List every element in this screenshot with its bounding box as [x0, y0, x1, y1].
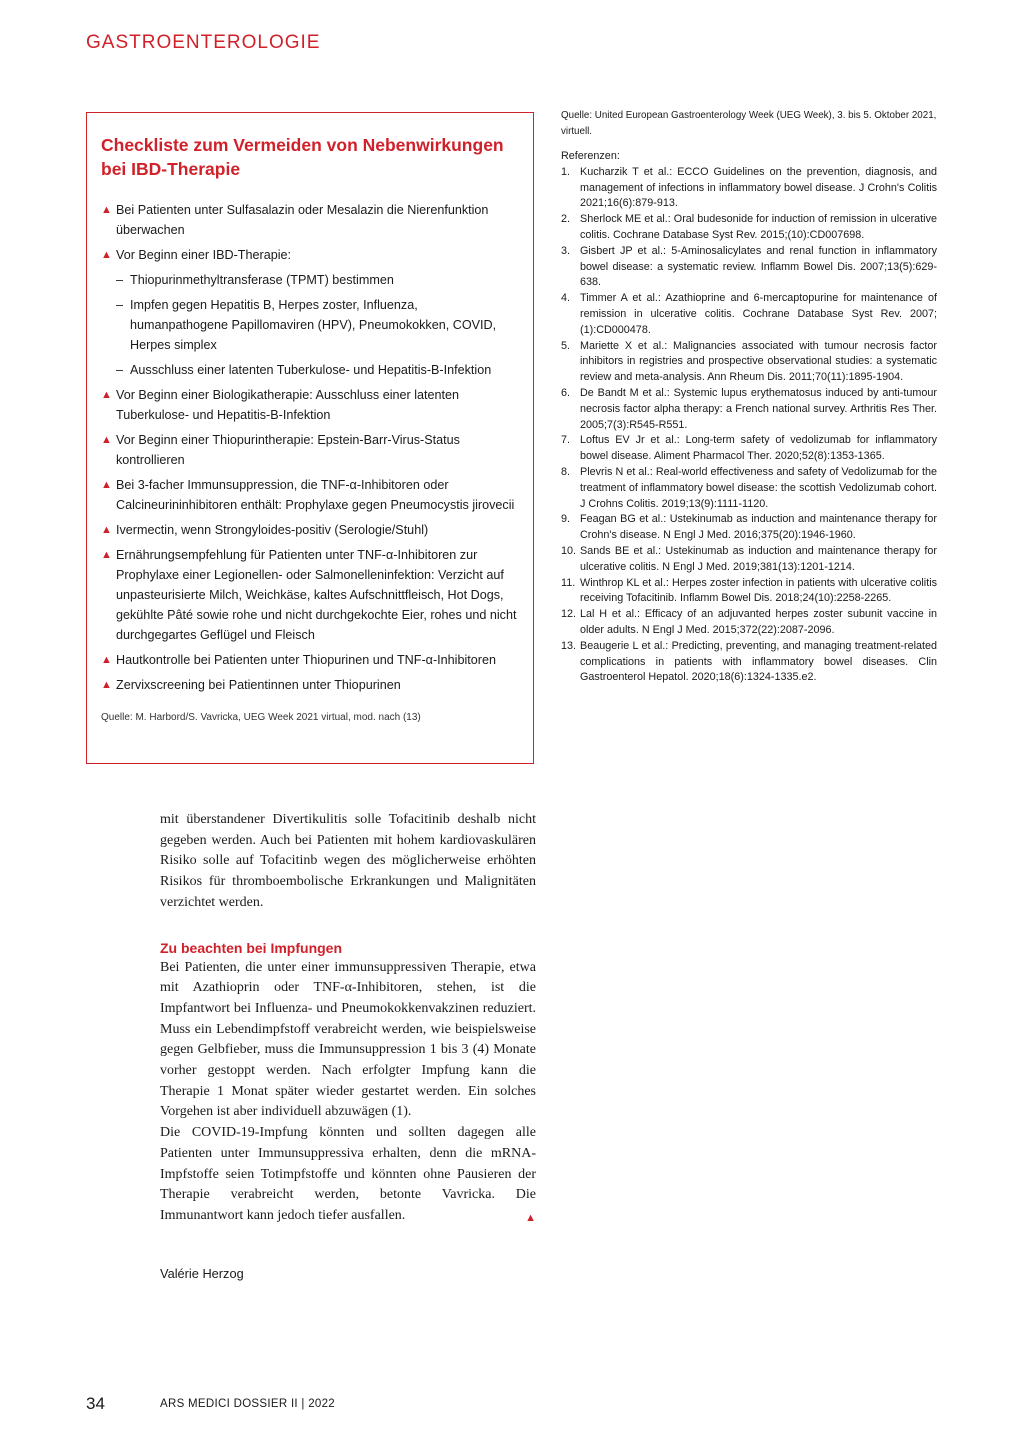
reference-item [561, 544, 937, 576]
reference-item [561, 244, 937, 291]
checklist-item [101, 430, 519, 470]
reference-number: 12. [561, 608, 577, 621]
section-header: GASTROENTEROLOGIE [86, 32, 321, 53]
reference-item [561, 291, 937, 338]
references-column [561, 108, 937, 686]
reference-item [561, 639, 937, 686]
reference-text: Mariette X et al.: Malignancies associated with tumour necrosis factor inhibitors in registries and prospective observational studies: a systematic review and meta-analysis. Ann Rheum Dis. 2011;70(11):1895-1904. [580, 339, 937, 384]
conference-source: Quelle: United European Gastroenterology Week (UEG Week), 3. bis 5. Oktober 2021, virtuell. [561, 110, 937, 137]
reference-text: Beaugerie L et al.: Predicting, preventing, and managing treatment-related complications in patients with inflammatory bowel diseases. Clin Gastroenterol Hepatol. 2020;18(6):1324-1335.e2. [580, 639, 937, 684]
reference-number: 4. [561, 292, 571, 305]
dash-bullet: – [116, 363, 124, 377]
reference-text: Lal H et al.: Efficacy of an adjuvanted herpes zoster subunit vaccine in older adults. N Engl J Med. 2015;372(22):2087-2096. [580, 608, 937, 636]
reference-number: 6. [561, 386, 571, 399]
triangle-bullet-icon: ▲ [101, 434, 112, 446]
triangle-bullet-icon: ▲ [101, 479, 112, 491]
reference-number: 11. [561, 576, 576, 589]
reference-text: Sands BE et al.: Ustekinumab as induction and maintenance therapy for ulcerative colitis. N Engl J Med. 2019;381(13):1201-1214. [580, 544, 937, 573]
checklist-item-text: Vor Beginn einer IBD-Therapie: [116, 248, 292, 262]
reference-item [561, 212, 937, 244]
reference-number: 7. [561, 434, 571, 447]
reference-item [561, 386, 937, 433]
triangle-bullet-icon: ▲ [101, 679, 112, 691]
reference-text: Loftus EV Jr et al.: Long-term safety of vedolizumab for inflammatory bowel disease. Aliment Pharmacol Ther. 2020;52(8):1353-1365. [580, 434, 937, 463]
article-body [160, 810, 536, 1229]
reference-text: Timmer A et al.: Azathioprine and 6-mercaptopurine for maintenance of remission in ulcerative colitis. Cochrane Database Syst Rev. 2007;(1):CD000478. [580, 292, 937, 336]
checklist-list [101, 200, 519, 695]
reference-text: Kucharzik T et al.: ECCO Guidelines on the prevention, diagnosis, and management of infections in inflammatory bowel disease. J Crohn's Colitis 2021;16(6):879-913. [580, 165, 937, 210]
checklist-item [101, 245, 519, 265]
reference-number: 3. [561, 244, 571, 257]
reference-number: 13. [561, 639, 577, 652]
checklist-source: Quelle: M. Harbord/S. Vavricka, UEG Week 2021 virtual, mod. nach (13) [101, 712, 421, 723]
reference-item [561, 465, 937, 512]
triangle-bullet-icon: ▲ [101, 654, 112, 666]
checklist-item-text: Zervixscreening bei Patientinnen unter Thiopurinen [116, 678, 401, 692]
reference-number: 8. [561, 465, 571, 478]
triangle-bullet-icon: ▲ [101, 389, 112, 401]
triangle-bullet-icon: ▲ [101, 549, 112, 561]
end-triangle-icon: ▲ [525, 1211, 536, 1224]
checklist-item-text: Impfen gegen Hepatitis B, Herpes zoster, Influenza, humanpathogene Papillomaviren (HPV), Pneumokokken, COVID, Herpes simplex [130, 298, 497, 352]
checklist-item [101, 545, 519, 645]
body-paragraph-last [160, 1123, 536, 1227]
references-list [561, 165, 937, 686]
reference-number: 10. [561, 544, 577, 557]
reference-item [561, 607, 937, 639]
triangle-bullet-icon: ▲ [101, 204, 112, 216]
checklist-item [101, 475, 519, 515]
checklist-item-text: Bei Patienten unter Sulfasalazin oder Mesalazin die Nierenfunktion überwachen [116, 203, 489, 237]
dash-bullet: – [116, 273, 124, 287]
triangle-bullet-icon: ▲ [101, 524, 112, 536]
section-heading-impfungen: Zu beachten bei Impfungen [160, 939, 343, 956]
checklist-item [101, 200, 519, 240]
reference-text: Winthrop KL et al.: Herpes zoster infection in patients with ulcerative colitis receiving Tofacitinib. Inflamm Bowel Dis. 2018;24(10):2258-2265. [580, 576, 937, 605]
dash-bullet: – [116, 298, 124, 312]
checklist-subitem [101, 270, 519, 290]
reference-item [561, 339, 937, 386]
reference-item [561, 512, 937, 544]
checklist-item-text: Ausschluss einer latenten Tuberkulose- und Hepatitis-B-Infektion [130, 363, 492, 377]
checklist-item [101, 675, 519, 695]
reference-number: 1. [561, 165, 571, 178]
checklist-item-text: Hautkontrolle bei Patienten unter Thiopurinen und TNF-α-Inhibitoren [116, 653, 496, 667]
checklist-item-text: Vor Beginn einer Thiopurintherapie: Epstein-Barr-Virus-Status kontrollieren [116, 433, 460, 467]
reference-number: 9. [561, 513, 571, 526]
checklist-item [101, 520, 519, 540]
reference-item [561, 433, 937, 465]
references-heading: Referenzen: [561, 150, 620, 162]
triangle-bullet-icon: ▲ [101, 249, 112, 261]
checklist-item-text: Ernährungsempfehlung für Patienten unter TNF-α-Inhibitoren zur Prophylaxe einer Legionellen- oder Salmonelleninfektion: Verzicht auf unpasteurisierte Milch, Weichkäse, kaltes Aufschnittfleisch, Hot Dogs, gekühlte Pâté sowie rohe und nicht durchgekochte Eier, rohes und nicht durchgegartes Geflügel und Fleisch [116, 548, 517, 642]
checklist-item [101, 650, 519, 670]
checklist-box [86, 112, 534, 764]
body-paragraph: mit überstandener Divertikulitis solle Tofacitinib deshalb nicht gegeben werden. Auch bei Patienten mit hohem kardiovaskulären Risiko solle auf Tofacitinb wegen des möglicherweise erhöhten Risikos für thromboembolische Erkrankungen und Malignitäten verzichtet werden. [160, 812, 536, 910]
reference-text: Sherlock ME et al.: Oral budesonide for induction of remission in ulcerative colitis. Cochrane Database Syst Rev. 2015;(10):CD007698. [580, 213, 937, 241]
journal-name: ARS MEDICI DOSSIER II | 2022 [160, 1398, 335, 1410]
checklist-title: Checkliste zum Vermeiden von Nebenwirkungen bei IBD-Therapie [101, 135, 504, 179]
checklist-item-text: Thiopurinmethyltransferase (TPMT) bestimmen [130, 273, 394, 287]
reference-text: Plevris N et al.: Real-world effectiveness and safety of Vedolizumab for the treatment of inflammatory bowel disease: the scottish Vedolizumab cohort. J Crohns Colitis. 2019;13(9):1111-1120. [580, 465, 937, 510]
reference-item [561, 165, 937, 212]
reference-text: Feagan BG et al.: Ustekinumab as induction and maintenance therapy for Crohn's disease. N Engl J Med. 2016;375(20):1946-1960. [580, 513, 937, 542]
checklist-subitem [101, 295, 519, 355]
body-paragraph-text: Die COVID-19-Impfung könnten und sollten dagegen alle Patienten unter Immunsuppressiva erhalten, denn die mRNA-Impfstoffe seien Totimpfstoffe und könnten ohne Pausieren der Therapie verabreicht werden, betonte Vavricka. Die Immunantwort kann jedoch tiefer ausfallen. [160, 1125, 536, 1223]
author-name: Valérie Herzog [160, 1266, 244, 1281]
page-number: 34 [86, 1394, 105, 1413]
body-paragraph: Bei Patienten, die unter einer immunsuppressiven Therapie, etwa mit Azathioprin oder TNF-α-Inhibitoren, stehen, ist die Impfantwort bei Influenza- und Pneumokokkenvakzinen reduziert. Muss ein Lebendimpfstoff verabreicht werden, wie beispielsweise gegen Gelbfieber, muss die Immunsuppression 1 bis 3 (4) Monate vorher gestoppt werden. Nach erfolgter Impfung kann die Therapie 1 Monat später wieder gestartet werden. Ein solches Vorgehen ist aber individuell abzuwägen (1). [160, 959, 536, 1120]
checklist-item-text: Vor Beginn einer Biologikatherapie: Ausschluss einer latenten Tuberkulose- und Hepatitis-B-Infektion [116, 388, 460, 422]
checklist-item [101, 385, 519, 425]
reference-number: 2. [561, 213, 571, 226]
reference-item [561, 576, 937, 608]
checklist-item-text: Bei 3-facher Immunsuppression, die TNF-α-Inhibitoren oder Calcineurininhibitoren enthält: Prophylaxe gegen Pneumocystis jirovecii [116, 478, 515, 512]
checklist-subitem [101, 360, 519, 380]
reference-number: 5. [561, 339, 571, 352]
reference-text: Gisbert JP et al.: 5-Aminosalicylates and renal function in inflammatory bowel disease: a systematic review. Inflamm Bowel Dis. 2007;13(5):629-638. [580, 244, 937, 289]
checklist-item-text: Ivermectin, wenn Strongyloides-positiv (Serologie/Stuhl) [116, 523, 429, 537]
reference-text: De Bandt M et al.: Systemic lupus erythematosus induced by anti-tumour necrosis factor alpha therapy: a French national survey. Arthritis Res Ther. 2005;7(3):R545-R551. [580, 386, 937, 431]
